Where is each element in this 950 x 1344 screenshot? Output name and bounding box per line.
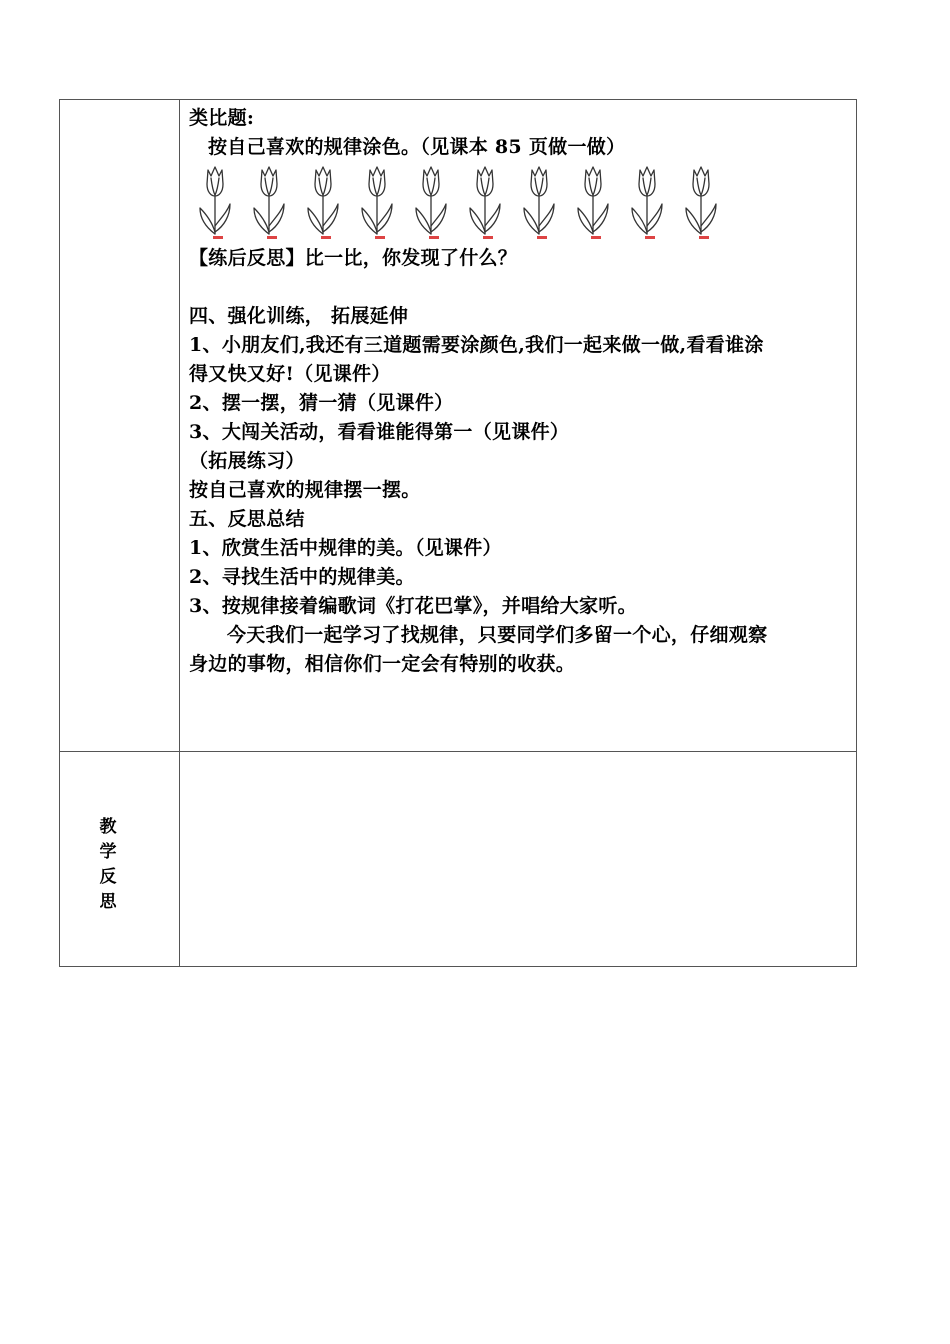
mark-decoration (267, 236, 277, 239)
summary-1: 1、欣赏生活中规律的美。（见课件） (189, 537, 502, 559)
tulip-outline-icon (357, 164, 407, 244)
column-divider (179, 100, 180, 966)
tulip-outline-icon (627, 164, 677, 244)
blank-line (189, 273, 849, 302)
reflection-prompt: 【练后反思】比一比，你发现了什么？ (189, 247, 518, 269)
label-char: 思 (99, 892, 117, 912)
mark-decoration (591, 236, 601, 239)
exercise-3: 3、大闯关活动，看看谁能得第一（见课件） (189, 421, 570, 443)
section-four-heading: 四、强化训练， 拓展延伸 (189, 305, 409, 327)
tulip-outline-icon (681, 164, 731, 244)
label-char: 教 (99, 817, 117, 837)
closing-line-1: 今天我们一起学习了找规律，只要同学们多留一个心，仔细观察 (227, 624, 768, 646)
tulip-outline-icon (573, 164, 623, 244)
tulip-outline-icon (411, 164, 461, 244)
summary-3: 3、按规律接着编歌词《打花巴掌》，并唱给大家听。 (189, 595, 637, 617)
mark-decoration (321, 236, 331, 239)
row-divider (60, 751, 856, 752)
mark-decoration (645, 236, 655, 239)
mark-decoration (537, 236, 547, 239)
reflection-label-cell (60, 751, 179, 968)
exercise-1-line-1: 1、小朋友们,我还有三道题需要涂颜色,我们一起来做一做,看看谁涂 (189, 334, 764, 356)
tulip-outline-icon (519, 164, 569, 244)
mark-decoration (483, 236, 493, 239)
label-char: 学 (99, 842, 117, 862)
tulip-outline-icon (249, 164, 299, 244)
closing-line-2: 身边的事物，相信你们一定会有特别的收获。 (189, 653, 576, 675)
exercise-2: 2、摆一摆，猜一猜（见课件） (189, 392, 454, 414)
mark-decoration (375, 236, 385, 239)
exercise-1-line-2: 得又快又好!（见课件） (189, 363, 391, 385)
label-char: 反 (99, 867, 117, 887)
tulip-outline-icon (195, 164, 245, 244)
tulip-row (195, 164, 849, 244)
summary-2: 2、寻找生活中的规律美。 (189, 566, 415, 588)
lesson-content (189, 104, 849, 679)
tulip-outline-icon (465, 164, 515, 244)
tulip-outline-icon (303, 164, 353, 244)
extension-heading: （拓展练习） (189, 450, 305, 472)
section-five-heading: 五、反思总结 (189, 508, 305, 530)
heading-analogy: 类比题: (189, 107, 255, 129)
mark-decoration (699, 236, 709, 239)
mark-decoration (213, 236, 223, 239)
lesson-table (59, 99, 857, 967)
extension-task: 按自己喜欢的规律摆一摆。 (189, 479, 421, 501)
mark-decoration (429, 236, 439, 239)
reflection-label (96, 815, 120, 915)
coloring-task: 按自己喜欢的规律涂色。（见课本 85 页做一做） (208, 136, 626, 158)
